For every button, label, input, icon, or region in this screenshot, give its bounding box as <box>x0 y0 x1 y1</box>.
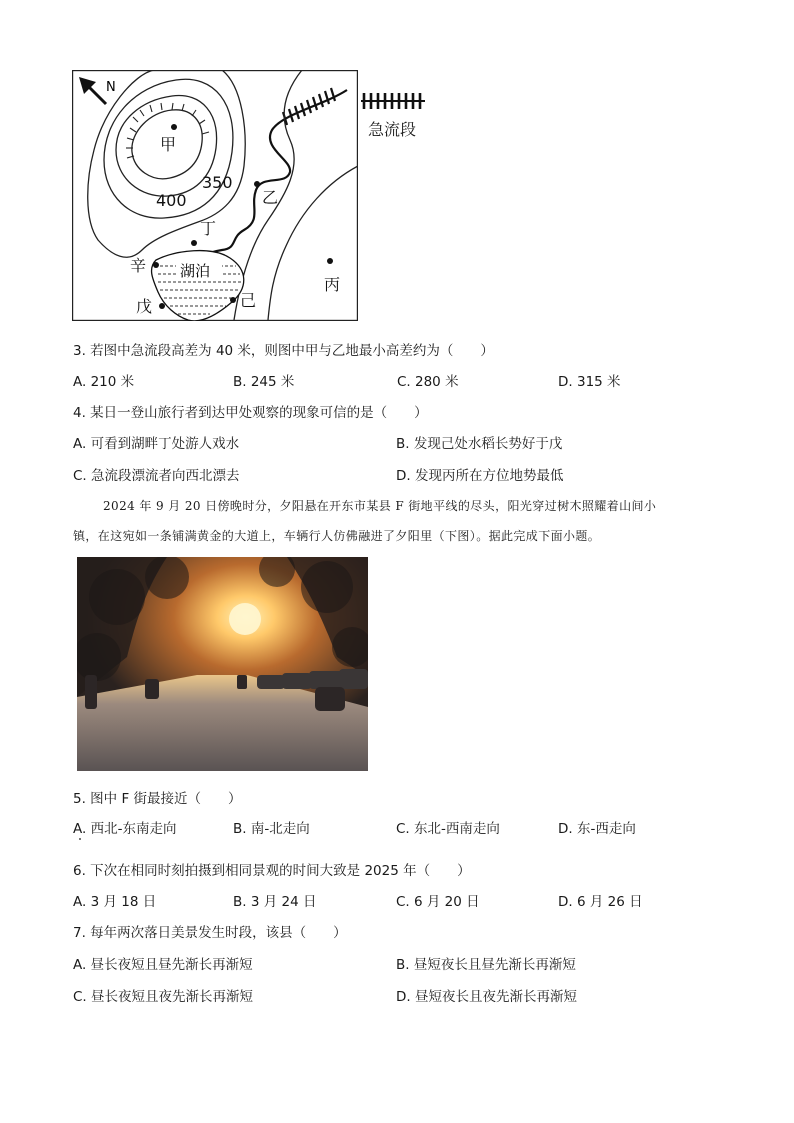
q4-option-d: D. 发现丙所在方位地势最低 <box>396 468 564 484</box>
q5-option-a: A. 西北-东南走向 <box>73 821 177 837</box>
q4-option-c: C. 急流段漂流者向西北漂去 <box>73 468 240 484</box>
passage-line-1: 2024 年 9 月 20 日傍晚时分，夕阳悬在开东市某县 F 街地平线的尽头，阳光穿过树木照耀着山间小 <box>103 499 657 513</box>
place-label-wu: 戊 <box>136 297 153 316</box>
q6-option-c: C. 6 月 20 日 <box>396 894 480 910</box>
sunset-street-photo <box>77 557 368 771</box>
q6-option-a: A. 3 月 18 日 <box>73 894 157 910</box>
q4-option-a: A. 可看到湖畔丁处游人戏水 <box>73 436 240 452</box>
place-label-jia: 甲 <box>160 135 177 154</box>
question-7: 7. 每年两次落日美景发生时段，该县（ ） <box>73 925 347 941</box>
q3-option-a: A. 210 米 <box>73 374 135 390</box>
lake-label: 湖泊 <box>180 262 211 280</box>
contour-label-400: 400 <box>156 191 187 210</box>
place-label-yi: 乙 <box>262 188 279 207</box>
legend-label: 急流段 <box>368 120 417 139</box>
scan-speck <box>79 838 81 840</box>
place-label-bing: 丙 <box>324 275 341 294</box>
question-6: 6. 下次在相同时刻拍摄到相同景观的时间大致是 2025 年（ ） <box>73 863 471 879</box>
q6-option-b: B. 3 月 24 日 <box>233 894 317 910</box>
q7-option-d: D. 昼短夜长且夜先渐长再渐短 <box>396 989 577 1005</box>
place-label-ding: 丁 <box>200 219 217 238</box>
rapids-legend-icon <box>361 92 425 110</box>
place-label-ji: 己 <box>240 291 257 310</box>
q7-option-b: B. 昼短夜长且昼先渐长再渐短 <box>396 957 576 973</box>
question-4: 4. 某日一登山旅行者到达甲处观察的现象可信的是（ ） <box>73 405 428 421</box>
q5-option-c: C. 东北-西南走向 <box>396 821 500 837</box>
north-label: N <box>106 80 116 95</box>
q4-option-b: B. 发现己处水稻长势好于戊 <box>396 436 563 452</box>
contour-map <box>72 70 358 321</box>
q7-option-c: C. 昼长夜短且夜先渐长再渐短 <box>73 989 254 1005</box>
q3-option-d: D. 315 米 <box>558 374 621 390</box>
passage-line-2: 镇，在这宛如一条铺满黄金的大道上，车辆行人仿佛融进了夕阳里（下图）。据此完成下面小题。 <box>73 529 601 543</box>
q7-option-a: A. 昼长夜短且昼先渐长再渐短 <box>73 957 253 973</box>
question-3: 3. 若图中急流段高差为 40 米，则图中甲与乙地最小高差约为（ ） <box>73 343 494 359</box>
place-label-xin: 辛 <box>130 256 147 275</box>
contour-label-350: 350 <box>202 173 233 192</box>
q3-option-c: C. 280 米 <box>397 374 459 390</box>
q6-option-d: D. 6 月 26 日 <box>558 894 643 910</box>
q5-option-d: D. 东-西走向 <box>558 821 636 837</box>
q5-option-b: B. 南-北走向 <box>233 821 310 837</box>
q3-option-b: B. 245 米 <box>233 374 295 390</box>
question-5: 5. 图中 F 街最接近（ ） <box>73 791 242 807</box>
